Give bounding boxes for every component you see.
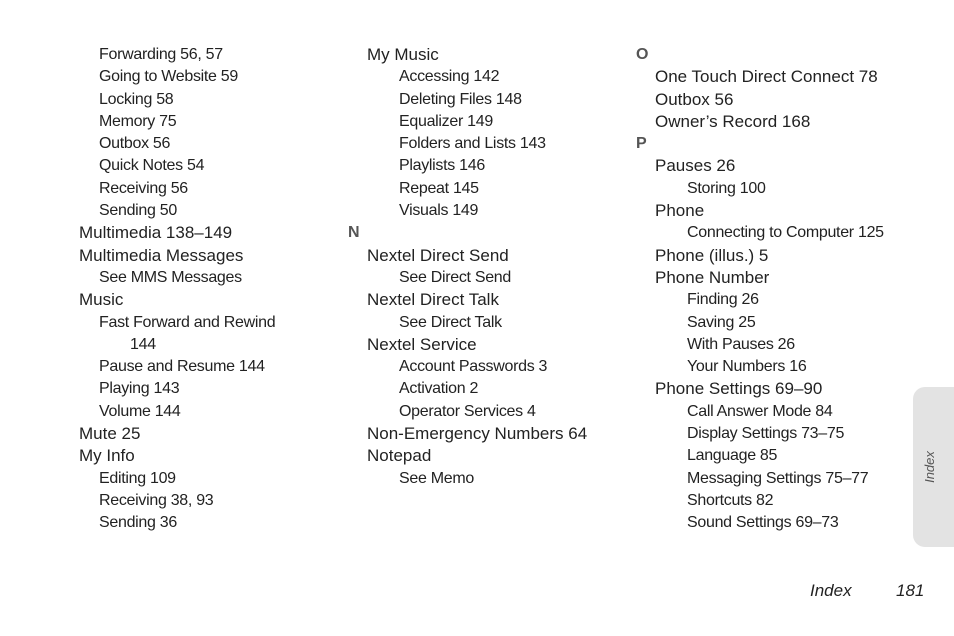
section-letter: O	[636, 46, 649, 63]
index-subentry: Saving 25	[687, 313, 756, 331]
section-letter: N	[348, 224, 360, 242]
index-subentry: Visuals 149	[399, 202, 479, 220]
index-subentry: Receiving 56	[99, 179, 188, 197]
index-subentry: Sending 36	[99, 514, 177, 532]
index-subentry: Forwarding 56, 57	[99, 46, 223, 63]
section-letter: P	[636, 135, 647, 153]
index-subentry: Sending 50	[99, 202, 177, 220]
index-subentry: Deleting Files 148	[399, 90, 522, 108]
index-subentry: Editing 109	[99, 469, 176, 487]
footer-section-label: Index	[810, 581, 852, 600]
index-entry: My Music	[367, 45, 439, 64]
index-subentry: Memory 75	[99, 112, 177, 130]
index-entry: Phone Number	[655, 267, 770, 287]
index-subentry: Equalizer 149	[399, 112, 493, 130]
index-subentry: See Direct Send	[399, 268, 512, 286]
index-column-1	[79, 44, 275, 535]
index-subentry: Quick Notes 54	[99, 157, 205, 175]
index-entry: One Touch Direct Connect 78	[655, 67, 878, 87]
index-subentry: Messaging Settings 75–77	[687, 469, 869, 487]
index-entry: Notepad	[367, 446, 432, 466]
index-entry: Phone	[655, 201, 705, 221]
index-subentry: Receiving 38, 93	[99, 491, 214, 509]
index-subentry: Pause and Resume 144	[99, 358, 265, 376]
section-tab-text: Index	[922, 451, 937, 483]
index-entry: Nextel Direct Send	[367, 245, 509, 265]
index-subentry: Language 85	[687, 447, 778, 465]
index-subentry: Connecting to Computer 125	[687, 224, 884, 242]
index-entry: Phone Settings 69–90	[655, 379, 823, 399]
index-entry: Multimedia 138–149	[79, 223, 233, 243]
index-subentry: Outbox 56	[99, 135, 171, 153]
index-entry: Music	[79, 290, 124, 310]
index-entry: Phone (illus.) 5	[655, 245, 769, 265]
index-subentry: Going to Website 59	[99, 68, 238, 86]
index-entry: Mute 25	[79, 424, 141, 444]
index-subentry: Shortcuts 82	[687, 491, 774, 509]
index-column-2	[348, 44, 587, 490]
index-subentry: Volume 144	[99, 402, 181, 420]
index-subentry: Operator Services 4	[399, 402, 536, 420]
index-subentry: Folders and Lists 143	[399, 135, 546, 153]
index-subentry: Accessing 142	[399, 68, 500, 86]
index-subentry: Repeat 145	[399, 179, 479, 197]
index-subentry: See Memo	[399, 469, 474, 487]
page-number: 181	[896, 581, 925, 600]
index-column-3	[636, 44, 884, 535]
index-entry: Owner’s Record 168	[655, 111, 811, 131]
index-entry: My Info	[79, 446, 135, 466]
index-entry: Nextel Service	[367, 334, 477, 354]
index-subentry: 144	[130, 335, 156, 353]
index-subentry: Call Answer Mode 84	[687, 402, 833, 420]
index-subentry: Finding 26	[687, 291, 759, 309]
index-entry: Non-Emergency Numbers 64	[367, 424, 588, 444]
index-entry: Pauses 26	[655, 156, 736, 176]
index-entry: Outbox 56	[655, 89, 734, 109]
index-subentry: Display Settings 73–75	[687, 425, 845, 443]
index-entry: Multimedia Messages	[79, 245, 244, 265]
index-subentry: Fast Forward and Rewind	[99, 313, 276, 331]
index-subentry: See MMS Messages	[99, 268, 242, 286]
index-subentry: Activation 2	[399, 380, 479, 398]
index-subentry: Playlists 146	[399, 157, 485, 175]
index-entry: Nextel Direct Talk	[367, 290, 499, 310]
index-subentry: Sound Settings 69–73	[687, 514, 839, 532]
index-subentry: Account Passwords 3	[399, 358, 548, 376]
index-subentry: Your Numbers 16	[687, 358, 807, 376]
index-subentry: Storing 100	[687, 179, 766, 197]
index-subentry: Locking 58	[99, 90, 174, 108]
index-subentry: Playing 143	[99, 380, 180, 398]
index-subentry: With Pauses 26	[687, 335, 795, 353]
index-subentry: See Direct Talk	[399, 313, 502, 331]
